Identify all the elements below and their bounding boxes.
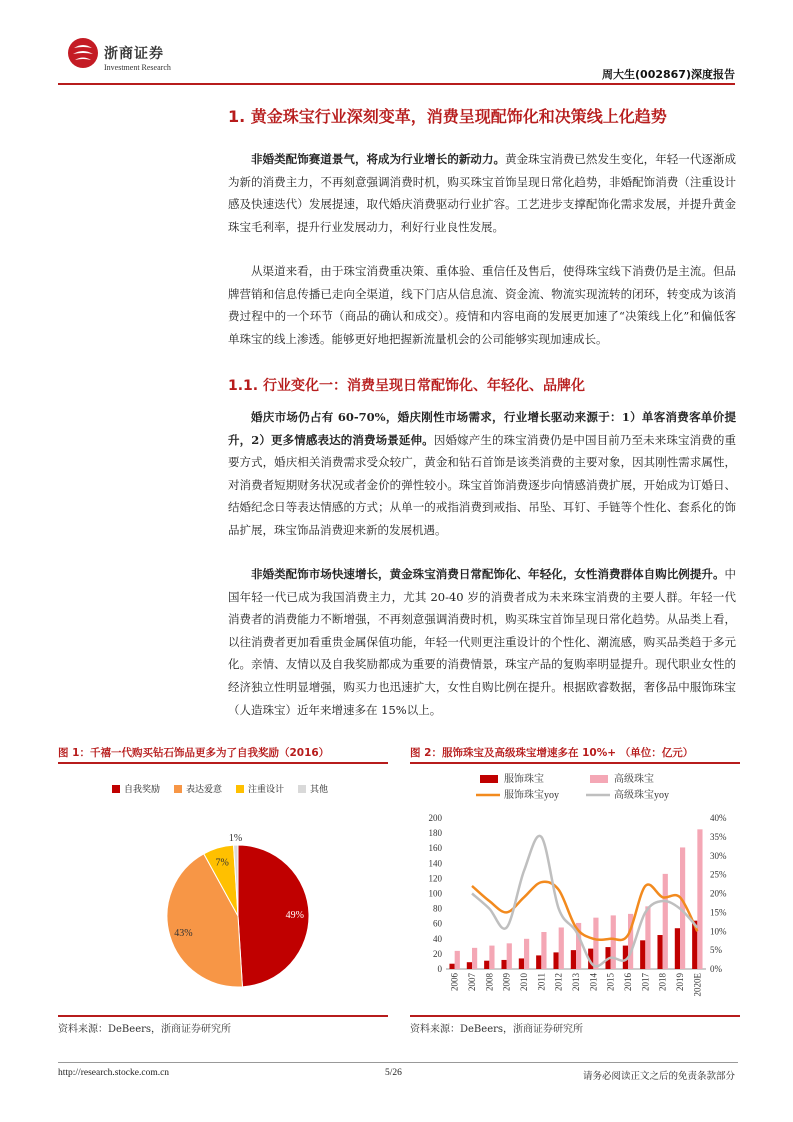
paragraph-body: 黄金珠宝消费已然发生变化，年轻一代逐渐成为新的消费主力，不再刻意强调消费时机，购买珠宝首饰呈现日常化趋势，非婚配饰消费（注重设计感及快速迭代）发展提速，取代婚庆消费驱动行业扩容。工艺进步支撑配饰化需求发展，并提升黄金珠宝毛利率，提升行业发展动力，利好行业良性发展。 — [228, 152, 737, 234]
y-left-tick-label: 60 — [433, 918, 442, 929]
figure-divider — [410, 762, 740, 764]
pie-slice-label: 7% — [215, 857, 229, 869]
x-tick-label: 2014 — [588, 973, 599, 991]
legend-label: 高级珠宝yoy — [614, 790, 669, 801]
pie-legend-item — [112, 782, 160, 795]
report-title: 周大生(002867)深度报告 — [602, 68, 735, 81]
y-left-tick-label: 160 — [428, 843, 442, 854]
paragraph-body: 中国年轻一代已成为我国消费主力，尤其 20-40 岁的消费者成为未来珠宝消费的主要人群。年轻一代消费者的消费能力不断增强，不再刻意强调消费时机，购买珠宝首饰呈现日常化趋势。从品类上看，以往消费者更加看重贵金属保值功能，年轻一代则更注重设计的个性化、潮流感，购买品类趋于多元化。亲情、友情以及自我奖励都成为重要的消费情景，珠宝产品的复购率明显提升。现代职业女性的经济独立性明显增强，购买力也迅速扩大，女性自购比例在提升。根据欧睿数据，奢侈品中服饰珠宝（人造珠宝）近年来增速多在 15%以上。 — [228, 567, 736, 717]
y-right-tick-label: 30% — [710, 850, 727, 861]
paragraph-body: 从渠道来看，由于珠宝消费重决策、重体验、重信任及售后，使得珠宝线下消费仍是主流。但品牌营销和信息传播已走向全渠道，线下门店从信息流、资金流、物流实现流转的闭环，转变成为该消费过程中的一个环节（商品的确认和成交）。疫情和内容电商的发展更加速了“决策线上化”和偏低客单珠宝的线上渗透。能够更好地把握新流量机会的公司能够实现加速成长。 — [228, 264, 736, 346]
y-left-tick-label: 100 — [428, 888, 442, 899]
bar-fashion-jewelry — [467, 962, 472, 969]
footer-divider — [58, 1062, 738, 1063]
footer-url[interactable]: http://research.stocke.com.cn — [58, 1068, 170, 1078]
paragraph — [228, 406, 736, 542]
company-logo-icon — [66, 36, 100, 70]
paragraph — [228, 148, 736, 238]
x-tick-label: 2008 — [484, 973, 495, 991]
figure-1-source: 资料来源：DeBeers，浙商证券研究所 — [58, 1024, 232, 1035]
subsection-heading: 1.1. 行业变化一：消费呈现日常配饰化、年轻化、品牌化 — [228, 378, 585, 394]
x-tick-label: 2009 — [501, 973, 512, 991]
pie-legend — [112, 782, 328, 795]
y-right-tick-label: 0% — [710, 964, 722, 974]
figure-divider — [58, 762, 388, 764]
bar-fine-jewelry — [697, 829, 702, 969]
combo-chart — [410, 766, 740, 1014]
legend-label: 高级珠宝 — [614, 774, 654, 785]
y-right-tick-label: 15% — [710, 907, 727, 918]
y-right-tick-label: 25% — [710, 869, 727, 880]
bar-fine-jewelry — [559, 927, 564, 969]
legend-swatch — [480, 775, 498, 783]
bar-fine-jewelry — [489, 946, 494, 969]
pie-legend-item — [236, 782, 284, 795]
pie-slice-label: 1% — [228, 833, 243, 845]
legend-swatch — [174, 785, 182, 793]
bar-fashion-jewelry — [449, 964, 454, 969]
pie-legend-item — [174, 782, 222, 795]
y-left-tick-label: 20 — [433, 948, 442, 959]
x-tick-label: 2018 — [657, 973, 668, 991]
bar-fine-jewelry — [507, 943, 512, 969]
paragraph — [228, 260, 736, 350]
legend-label: 自我奖励 — [124, 785, 161, 795]
y-left-tick-label: 120 — [428, 873, 442, 884]
legend-label: 服饰珠宝yoy — [504, 790, 559, 801]
bar-fine-jewelry — [472, 948, 477, 969]
x-tick-label: 2013 — [571, 973, 581, 991]
y-left-tick-label: 0 — [437, 964, 442, 974]
pie-chart — [58, 800, 388, 1010]
legend-label: 表达爱意 — [186, 785, 223, 795]
footer-disclaimer: 请务必阅读正文之后的免责条款部分 — [582, 1071, 735, 1082]
x-tick-label: 2020E — [692, 973, 703, 997]
figure-divider — [58, 1015, 388, 1017]
bar-fine-jewelry — [645, 906, 650, 969]
figure-1-title: 图 1：千禧一代购买钻石饰品更多为了自我奖励（2016） — [58, 747, 330, 759]
bar-fashion-jewelry — [553, 952, 558, 969]
legend-swatch — [298, 785, 306, 793]
logo-english-name: Investment Research — [104, 63, 171, 72]
paragraph-lead: 非婚类配饰市场快速增长，黄金珠宝消费日常配饰化、年轻化，女性消费群体自购比例提升。 — [251, 567, 725, 581]
x-tick-label: 2011 — [536, 973, 547, 991]
bar-fashion-jewelry — [640, 940, 645, 969]
y-left-tick-label: 80 — [433, 903, 442, 914]
figure-2-title: 图 2：服饰珠宝及高级珠宝增速多在 10%+ （单位：亿元） — [410, 747, 694, 759]
legend-label: 服饰珠宝 — [504, 774, 544, 785]
y-left-tick-label: 180 — [428, 828, 442, 839]
x-tick-label: 2019 — [675, 973, 685, 991]
paragraph — [228, 563, 736, 721]
x-tick-label: 2012 — [553, 973, 564, 991]
x-tick-label: 2015 — [605, 973, 616, 991]
bar-fine-jewelry — [593, 918, 598, 969]
x-tick-label: 2010 — [519, 973, 529, 991]
bar-fine-jewelry — [541, 932, 546, 969]
legend-swatch — [590, 775, 608, 783]
bar-fashion-jewelry — [536, 955, 541, 969]
x-tick-label: 2016 — [623, 973, 633, 991]
y-right-tick-label: 20% — [710, 888, 727, 899]
x-tick-label: 2017 — [640, 973, 651, 991]
y-left-tick-label: 140 — [428, 858, 442, 869]
header-divider — [58, 83, 735, 85]
bar-fine-jewelry — [663, 874, 668, 969]
x-tick-label: 2007 — [467, 973, 477, 991]
paragraph-lead: 非婚类配饰赛道景气，将成为行业增长的新动力。 — [251, 152, 506, 166]
y-left-tick-label: 200 — [428, 813, 442, 823]
paragraph-lead: 婚庆市场仍占有 60-70%，婚庆刚性市场需求，行业增长驱动来源于：1）单客消费客单价提升，2）更多情感表达的消费场景延伸。 — [228, 410, 736, 447]
bar-fashion-jewelry — [501, 960, 506, 969]
y-right-tick-label: 40% — [710, 813, 727, 823]
figure-divider — [410, 1015, 740, 1017]
y-right-tick-label: 10% — [710, 926, 727, 937]
y-right-tick-label: 5% — [710, 945, 722, 956]
bar-fine-jewelry — [524, 939, 529, 969]
bar-fine-jewelry — [611, 915, 616, 969]
x-tick-label: 2006 — [449, 973, 460, 991]
bar-fashion-jewelry — [519, 958, 524, 969]
bar-fashion-jewelry — [571, 950, 576, 969]
pie-legend-item — [298, 782, 328, 795]
legend-swatch — [236, 785, 244, 793]
legend-label: 注重设计 — [248, 785, 285, 795]
page-number: 5/26 — [385, 1068, 402, 1078]
logo-company-name: 浙商证券 — [104, 46, 164, 62]
y-right-tick-label: 35% — [710, 831, 727, 842]
paragraph-body: 因婚嫁产生的珠宝消费仍是中国目前乃至未来珠宝消费的重要方式，婚庆相关消费需求受众较广，黄金和钻石首饰是该类消费的主要对象，因其刚性需求属性，对消费者短期财务状况或者金价的弹性较小。珠宝首饰消费逐步向情感消费扩展，开始成为订婚日、结婚纪念日等表达情感的方式；从单一的戒指消费到戒指、吊坠、耳钉、手链等个性化、套系化的饰品扩展，珠宝饰品消费迎来新的发展机遇。 — [228, 432, 737, 537]
legend-label: 其他 — [310, 785, 329, 795]
y-left-tick-label: 40 — [433, 933, 442, 944]
bar-fashion-jewelry — [484, 961, 489, 969]
section-heading: 1. 黄金珠宝行业深刻变革，消费呈现配饰化和决策线上化趋势 — [228, 107, 667, 126]
bar-fashion-jewelry — [675, 928, 680, 969]
bar-fine-jewelry — [455, 951, 460, 969]
pie-slice-label: 43% — [174, 927, 193, 939]
bar-fashion-jewelry — [657, 935, 662, 969]
figure-2-source: 资料来源：DeBeers，浙商证券研究所 — [410, 1024, 584, 1035]
pie-slice-label: 49% — [285, 910, 304, 922]
legend-swatch — [112, 785, 120, 793]
